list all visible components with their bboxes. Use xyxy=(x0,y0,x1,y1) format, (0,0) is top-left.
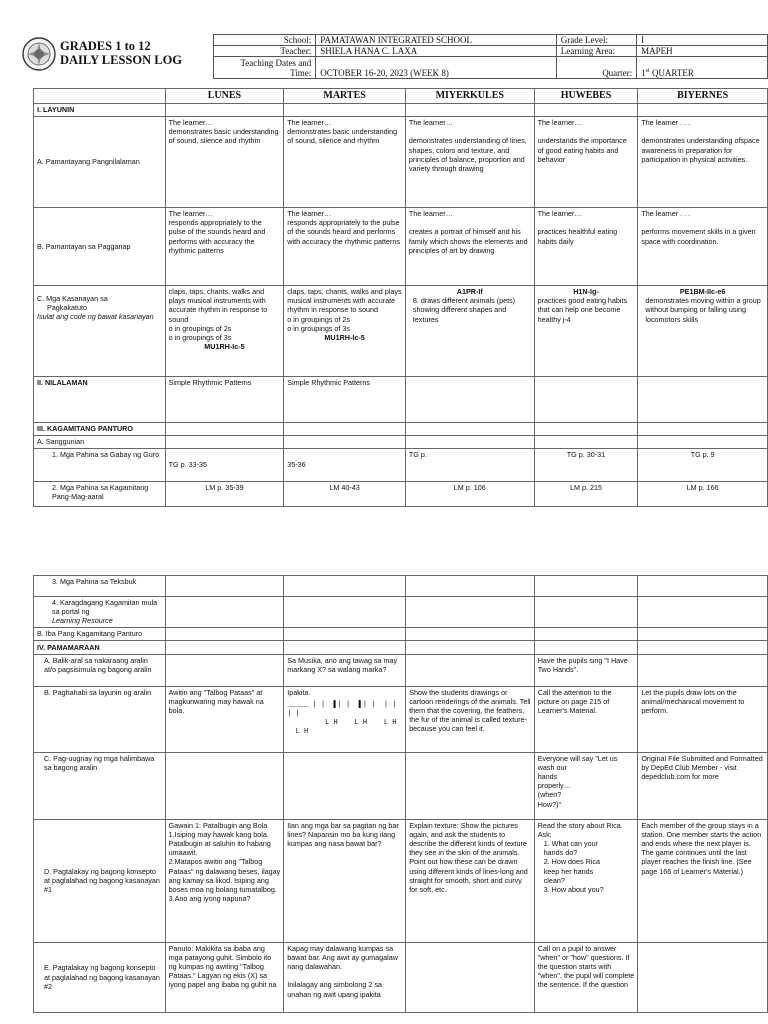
cell: The learner… demonstrates understanding of lines, shapes, colors and texture, and principles of balance, proportion and variety through drawing xyxy=(405,117,534,208)
cell: The learner… demonstrates basic understanding of sound, silence and rhythm xyxy=(284,117,406,208)
quarter-label: Quarter: xyxy=(556,57,636,79)
cell: TG p. 9 xyxy=(638,449,768,482)
label-pamantayang-pangnilalaman: A. Pamantayang Pangnilalaman xyxy=(34,117,166,208)
day-tuesday: MARTES xyxy=(284,89,406,104)
row-karagdagang-kagamitan xyxy=(34,597,768,628)
section-layunin: I. LAYUNIN xyxy=(34,104,166,117)
cell: The learner . . . demonstrates understanding ofspace awareness in preparation for participation in physical activities. xyxy=(638,117,768,208)
section-pamamaraan: IV. PAMAMARAAN xyxy=(34,640,166,654)
cell: The learner… practices healthful eating habits daily xyxy=(534,208,638,286)
competency-code: PE1BM-IIc-e6 xyxy=(679,287,726,296)
cell: Show the students drawings or cartoon renderings of the animals. Tell them that the covering, the feathers, the fur of the animal is called texture- because you can feel it. xyxy=(406,686,535,752)
row-paghahabi xyxy=(34,686,768,752)
row-pagtalakay-2 xyxy=(34,942,768,1012)
label-pag-uugnay: C. Pag-uugnay ng mga halimbawa sa bagong aralin xyxy=(34,752,166,819)
competency-code: H1N-Ig- xyxy=(573,287,599,296)
row-balik-aral xyxy=(34,654,768,686)
dates-label: Teaching Dates and Time: xyxy=(214,57,316,79)
row-gabay-ng-guro xyxy=(34,449,768,482)
title-line-1: GRADES 1 to 12 xyxy=(60,39,151,53)
rhythm-notation: _____ | | ▌| | ▌| | | | xyxy=(287,700,397,709)
competency-code: MU1RH-Ic-5 xyxy=(204,342,245,352)
cell: A1PR-If 8. draws different animals (pets) showing different shapes and textures xyxy=(405,286,534,377)
header-empty xyxy=(34,89,166,104)
row-iba-pang-kagamitan xyxy=(34,627,768,640)
cell: The learner… demonstrates basic understanding of sound, silence and rhythm xyxy=(165,117,284,208)
cell: Call on a pupil to answer "when" or "how" questions. If the question starts with "when", the pupil will complete the sentence. If the question xyxy=(534,942,638,1012)
school-value: PAMATAWAN INTEGRATED SCHOOL xyxy=(316,35,556,46)
cell: LM p. 215 xyxy=(534,482,638,507)
learning-area-value: MAPEH xyxy=(637,46,768,57)
label-sanggunian: A. Sanggunian xyxy=(34,436,166,449)
row-mga-kasanayan xyxy=(34,286,768,377)
label-iba-pang-kagamitan: B. Iba Pang Kagamitang Panturo xyxy=(34,627,166,640)
section-kagamitan: III. KAGAMITANG PANTURO xyxy=(34,423,166,436)
cell: Each member of the group stays in a station. One member starts the action and ends where the next player is. The game continues until the last player reaches the finish line. (See page 166 of Learner's Material.) xyxy=(638,819,768,942)
day-monday: LUNES xyxy=(165,89,284,104)
label-pagtalakay-1: D. Pagtalakay ng bagong konsepto at paglalahad ng bagong kasanayan #1 xyxy=(34,819,166,942)
row-pamantayan-sa-pagganap xyxy=(34,208,768,286)
teacher-label: Teacher: xyxy=(214,46,316,57)
cell: Ilan ang mga bar sa pagitan ng bar lines? Napansin mo ba kung ilang kumpas ang nasa bawat bar? xyxy=(284,819,406,942)
cell: Simple Rhythmic Patterns xyxy=(165,377,284,423)
cell: LM 40-43 xyxy=(284,482,406,507)
cell: PE1BM-IIc-e6 demonstrates moving within a group without bumping or falling using locomotors skills xyxy=(638,286,768,377)
header xyxy=(0,0,768,84)
row-kagamitang-pang-mag-aaral xyxy=(34,482,768,507)
cell: The learner . . . performs movement skills in a given space with coordination. xyxy=(638,208,768,286)
label-teksbuk: 3. Mga Pahina sa Teksbuk xyxy=(34,576,166,597)
cell: LM p. 106 xyxy=(405,482,534,507)
cell: Kapag may dalawang kumpas sa bawat bar. Ang awit ay gumagalaw nang dalawahan. Inilalagay ang simbolong 2 sa unahan ng awit upang ipakita xyxy=(284,942,406,1012)
cell: claps, taps, chants, walks and plays musical instruments with accurate rhythm in response to sound o in groupings of 2s o in groupings of 3s MU1RH-Ic-5 xyxy=(284,286,406,377)
cell: TG p. 33-35 xyxy=(165,449,284,482)
grade-level-value: I xyxy=(637,35,768,46)
learning-area-label: Learning Area: xyxy=(556,46,636,57)
cell: The learner… creates a portrait of himself and his family which shows the elements and principles of art by drawing xyxy=(405,208,534,286)
cell: Panuto: Makikita sa ibaba ang mga patayong guhit. Simbolo ito ng kumpas ng awiting "Talbog Pataas." Lagyan ng ekis (X) sa iyong papel ang ibaba ng guhit na xyxy=(165,942,284,1012)
row-nilalaman xyxy=(34,377,768,423)
label-mga-kasanayan: C. Mga Kasanayan sa Pagkakatuto Isulat ang code ng bawat kasanayan xyxy=(34,286,166,377)
cell: LM p. 166 xyxy=(638,482,768,507)
document-title xyxy=(60,39,182,67)
label-kagamitang-pang-mag-aaral: 2. Mga Pahina sa Kagamitang Pang-Mag-aaral xyxy=(34,482,166,507)
row-pamantayang-pangnilalaman xyxy=(34,117,768,208)
grade-level-label: Grade Level: xyxy=(556,35,636,46)
cell: The learner… responds appropriately to the pulse of the sounds heard and performs with accuracy the rhythmic patterns xyxy=(165,208,284,286)
cell: Let the pupils draw lots on the animal/mechanical movement to perform. xyxy=(638,686,768,752)
cell: Ipakita. _____ | | ▌| | ▌| | | | | | L H L H L H L H xyxy=(284,686,406,752)
section-nilalaman: II. NILALAMAN xyxy=(34,377,166,423)
cell: LM p. 35-39 xyxy=(165,482,284,507)
label-balik-aral: A. Balik-aral sa nakaraang aralin at/o pagsisimula ng bagong aralin xyxy=(34,654,166,686)
day-thursday: HUWEBES xyxy=(534,89,638,104)
cell: The learner… responds appropriately to the pulse of the sounds heard and performs with accuracy the rhythmic patterns xyxy=(284,208,406,286)
cell: Everyone will say "Let us wash our hands properly… (when? How?)" xyxy=(534,752,638,819)
cell: Call the attention to the picture on page 215 of Learner's Material. xyxy=(534,686,638,752)
cell: Original File Submitted and Formatted by DepEd Club Member - visit depedclub.com for more xyxy=(638,752,768,819)
row-pagtalakay-1 xyxy=(34,819,768,942)
lesson-table-part-2 xyxy=(33,575,768,1013)
cell: Gawain 1: Patalbugin ang Bola 1.Isiping may hawak kang bola. Patalbugin at saluhin ito habang umaawit. 2.Matapos awitin ang "Talbog Pataas" ng dalawang beses, ilagay ang kamay sa likod. Isiping ang boses moa ng bolang tumatalbog. 3.Ano ang iyong napuna? xyxy=(165,819,284,942)
cell: H1N-Ig- practices good eating habits that can help one become healthy j-4 xyxy=(534,286,638,377)
school-label: School: xyxy=(214,35,316,46)
label-pagtalakay-2: E. Pagtalakay ng bagong konsepto at paglalahad ng bagong kasanayan #2 xyxy=(34,942,166,1012)
row-pag-uugnay xyxy=(34,752,768,819)
day-wednesday: MIYERKULES xyxy=(405,89,534,104)
title-line-2: DAILY LESSON LOG xyxy=(60,53,183,67)
info-table xyxy=(213,34,768,79)
cell: Simple Rhythmic Patterns xyxy=(284,377,406,423)
dates-value: OCTOBER 16-20, 2023 (WEEK 8) xyxy=(316,57,556,79)
label-paghahabi: B. Paghahabi sa layunin ng aralin xyxy=(34,686,166,752)
cell: Read the story about Rica. Ask: 1. What can your hands do? 2. How does Rica keep her hands clean? 3. How about you? xyxy=(534,819,638,942)
cell: Explain texture: Show the pictures again, and ask the students to describe the different kinds of texture they see in the skin of the animals. Point out how these can be drawn using different kinds of lines-long and straight for smooth, short and curvy for soft, etc. xyxy=(406,819,535,942)
lesson-table-part-1 xyxy=(33,88,768,507)
row-teksbuk xyxy=(34,576,768,597)
day-friday: BIYERNES xyxy=(638,89,768,104)
cell: 35-36 xyxy=(284,449,406,482)
label-pamantayan-sa-pagganap: B. Pamantayan sa Pagganap xyxy=(34,208,166,286)
cell: Sa Musika, ano ang tawag sa may markang X? sa walang marka? xyxy=(284,654,406,686)
quarter-value: 1st QUARTER xyxy=(637,57,768,79)
teacher-value: SHIELA HANA C. LAXA xyxy=(316,46,556,57)
cell: TG p. 30-31 xyxy=(534,449,638,482)
label-gabay-ng-guro: 1. Mga Pahina sa Gabay ng Guro xyxy=(34,449,166,482)
cell: The learner… understands the importance of good eating habits and behavior xyxy=(534,117,638,208)
deped-seal-icon xyxy=(22,37,56,71)
cell: Awitin ang "Talbog Pataas" at magkunwaring may hawak na bola. xyxy=(165,686,284,752)
cell: TG p. xyxy=(405,449,534,482)
competency-code: A1PR-If xyxy=(456,287,483,296)
cell: claps, taps, chants, walks and plays musical instruments with accurate rhythm in response to sound o in groupings of 2s o in groupings of 3s MU1RH-Ic-5 xyxy=(165,286,284,377)
cell: Have the pupils sing "I Have Two Hands". xyxy=(534,654,638,686)
competency-code: MU1RH-Ic-5 xyxy=(324,333,365,343)
label-karagdagang-kagamitan: 4. Karagdagang Kagamitan mula sa portal ng Learning Resource xyxy=(34,597,166,628)
